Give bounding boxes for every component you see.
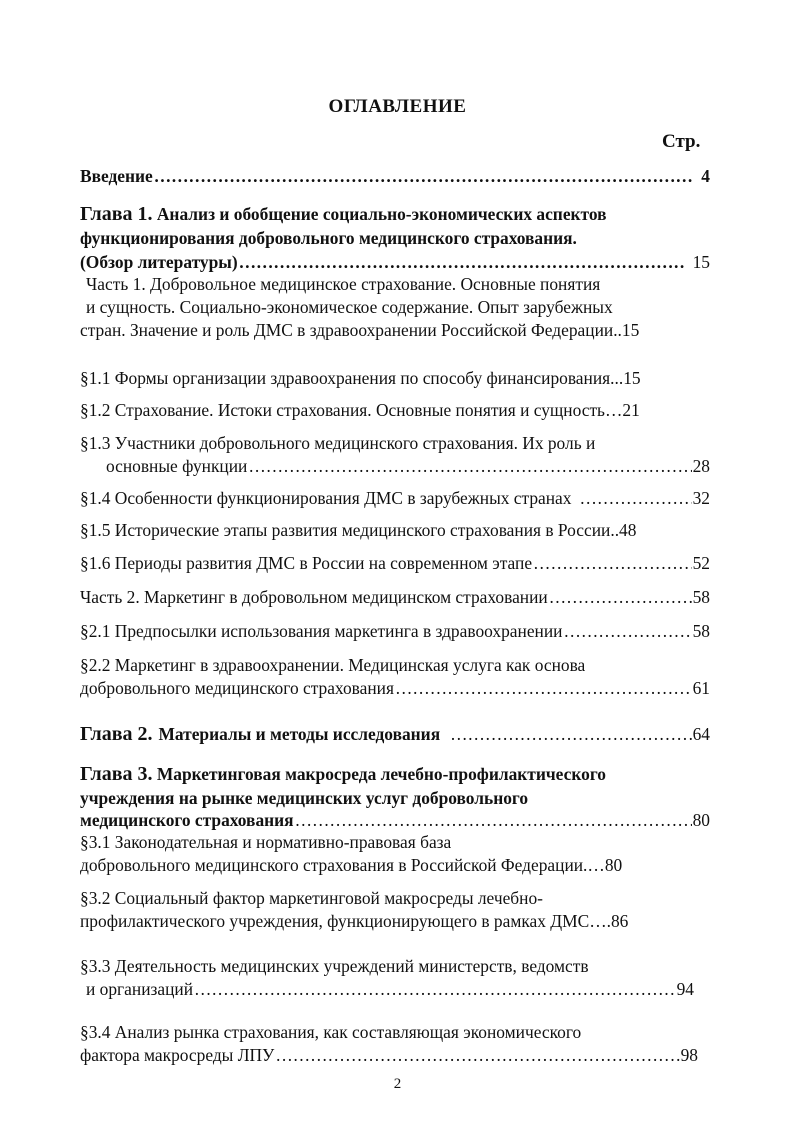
- toc-entry-part1-line3: [80, 318, 710, 342]
- toc-entry-s1-3-line2: [106, 454, 710, 478]
- leader-dots: [450, 722, 692, 746]
- leader-dots: [563, 619, 691, 643]
- entry-text: Введение: [80, 166, 153, 186]
- entry-text: профилактического учреждения, функционирующего в рамках ДМС: [80, 911, 590, 931]
- entry-text: §2.1 Предпосылки использования маркетинга в здравоохранении: [80, 621, 563, 641]
- entry-text: Анализ и обобщение социально-экономических аспектов: [156, 204, 607, 224]
- entry-text: Часть 2. Маркетинг в добровольном медицинском страховании: [80, 587, 548, 607]
- entry-page: 28: [692, 456, 710, 476]
- toc-entry-s2-1: [80, 619, 710, 643]
- entry-page: 4: [701, 166, 710, 186]
- toc-entry-part1-line2: и сущность. Социально-экономическое содержание. Опыт зарубежных: [86, 297, 613, 317]
- entry-page: ...15: [610, 368, 641, 388]
- leader-dots: [239, 250, 684, 274]
- leader-dots: [154, 164, 693, 188]
- entry-text: и организаций: [86, 979, 194, 999]
- entry-text: §1.5 Исторические этапы развития медицинского страхования в России: [80, 520, 611, 540]
- chapter-label: Глава 1.: [80, 203, 153, 225]
- entry-page: 64: [692, 724, 710, 744]
- entry-page: 58: [692, 587, 710, 607]
- entry-text: добровольного медицинского страхования: [80, 678, 394, 698]
- toc-entry-s3-4-line1: §3.4 Анализ рынка страхования, как составляющая экономического: [80, 1022, 582, 1042]
- entry-page: 61: [692, 678, 710, 698]
- toc-entry-ch1-line2: функционирования добровольного медицинского страхования.: [80, 228, 577, 248]
- entry-page: 52: [692, 553, 710, 573]
- toc-entry-s3-4-line2: [80, 1043, 710, 1067]
- leader-dots: [248, 454, 691, 478]
- page-column-header: Стр.: [662, 131, 701, 152]
- toc-entry-ch3-line3: [80, 808, 710, 832]
- leader-dots: [395, 676, 692, 700]
- entry-text: §1.4 Особенности функционирования ДМС в зарубежных странах: [80, 488, 572, 508]
- entry-text: §1.6 Периоды развития ДМС в России на современном этапе: [80, 553, 533, 573]
- entry-text: Материалы и методы исследования: [158, 724, 441, 744]
- toc-entry-s3-3-line2: [86, 977, 710, 1001]
- toc-entry-part2: [80, 585, 710, 609]
- entry-page: ..48: [610, 520, 637, 540]
- toc-entry-s1-1: [80, 366, 710, 390]
- toc-entry-ch1-line3: [80, 250, 710, 274]
- toc-entry-intro: [80, 164, 710, 188]
- toc-entry-s1-4: [80, 486, 710, 510]
- leader-dots: [533, 551, 692, 575]
- entry-page: 80: [692, 810, 710, 830]
- entry-page: 58: [692, 621, 710, 641]
- chapter-label: Глава 3.: [80, 763, 153, 785]
- toc-entry-s3-1-line1: §3.1 Законодательная и нормативно-правовая база: [80, 832, 452, 852]
- entry-text: Маркетинговая макросреда лечебно-профилактического: [156, 764, 606, 784]
- entry-page: 15: [692, 252, 710, 272]
- page-number: 2: [393, 1076, 402, 1092]
- entry-page: 32: [692, 488, 710, 508]
- toc-entry-ch3-line2: учреждения на рынке медицинских услуг добровольного: [80, 788, 529, 808]
- chapter-label: Глава 2.: [80, 723, 153, 745]
- leader-dots: [275, 1043, 679, 1067]
- entry-text: основные функции: [106, 456, 248, 476]
- entry-text: §1.2 Страхование. Истоки страхования. Основные понятия и сущность: [80, 400, 605, 420]
- entry-page: …80: [587, 855, 623, 875]
- leader-dots: [295, 808, 692, 832]
- entry-text: медицинского страхования: [80, 810, 294, 830]
- toc-entry-s1-3-line1: §1.3 Участники добровольного медицинского страхования. Их роль и: [80, 433, 596, 453]
- toc-entry-s1-2: [80, 398, 710, 422]
- toc-entry-ch1-line1: [80, 202, 710, 226]
- entry-text: добровольного медицинского страхования в Российской Федерации.: [80, 855, 588, 875]
- entry-text: стран. Значение и роль ДМС в здравоохранении Российской Федерации: [80, 320, 614, 340]
- toc-entry-s3-3-line1: §3.3 Деятельность медицинских учреждений министерств, ведомств: [80, 956, 589, 976]
- toc-entry-s3-2-line2: [80, 909, 710, 933]
- entry-page: …21: [605, 400, 640, 420]
- toc-entry-s1-5: [80, 518, 710, 542]
- toc-entry-s3-2-line1: §3.2 Социальный фактор маркетинговой макросреды лечебно-: [80, 888, 543, 908]
- entry-page: 94: [676, 979, 694, 999]
- leader-dots: [549, 585, 692, 609]
- toc-entry-part1-line1: Часть 1. Добровольное медицинское страхование. Основные понятия: [86, 274, 601, 294]
- entry-text: фактора макросреды ЛПУ: [80, 1045, 275, 1065]
- toc-title: ОГЛАВЛЕНИЕ: [328, 96, 467, 117]
- entry-text: (Обзор литературы): [80, 252, 238, 272]
- entry-page: ….86: [589, 911, 629, 931]
- entry-text: §1.1 Формы организации здравоохранения по способу финансирования: [80, 368, 611, 388]
- entry-page: ..15: [613, 320, 640, 340]
- toc-entry-s2-2-line2: [80, 676, 710, 700]
- toc-entry-s1-6: [80, 551, 710, 575]
- toc-entry-s3-1-line2: [80, 853, 710, 877]
- toc-entry-s2-2-line1: §2.2 Маркетинг в здравоохранении. Медицинская услуга как основа: [80, 655, 586, 675]
- toc-entry-ch2: [80, 722, 710, 746]
- entry-page: 98: [680, 1045, 698, 1065]
- leader-dots: [194, 977, 676, 1001]
- leader-dots: [579, 486, 691, 510]
- toc-entry-ch3-line1: [80, 762, 710, 786]
